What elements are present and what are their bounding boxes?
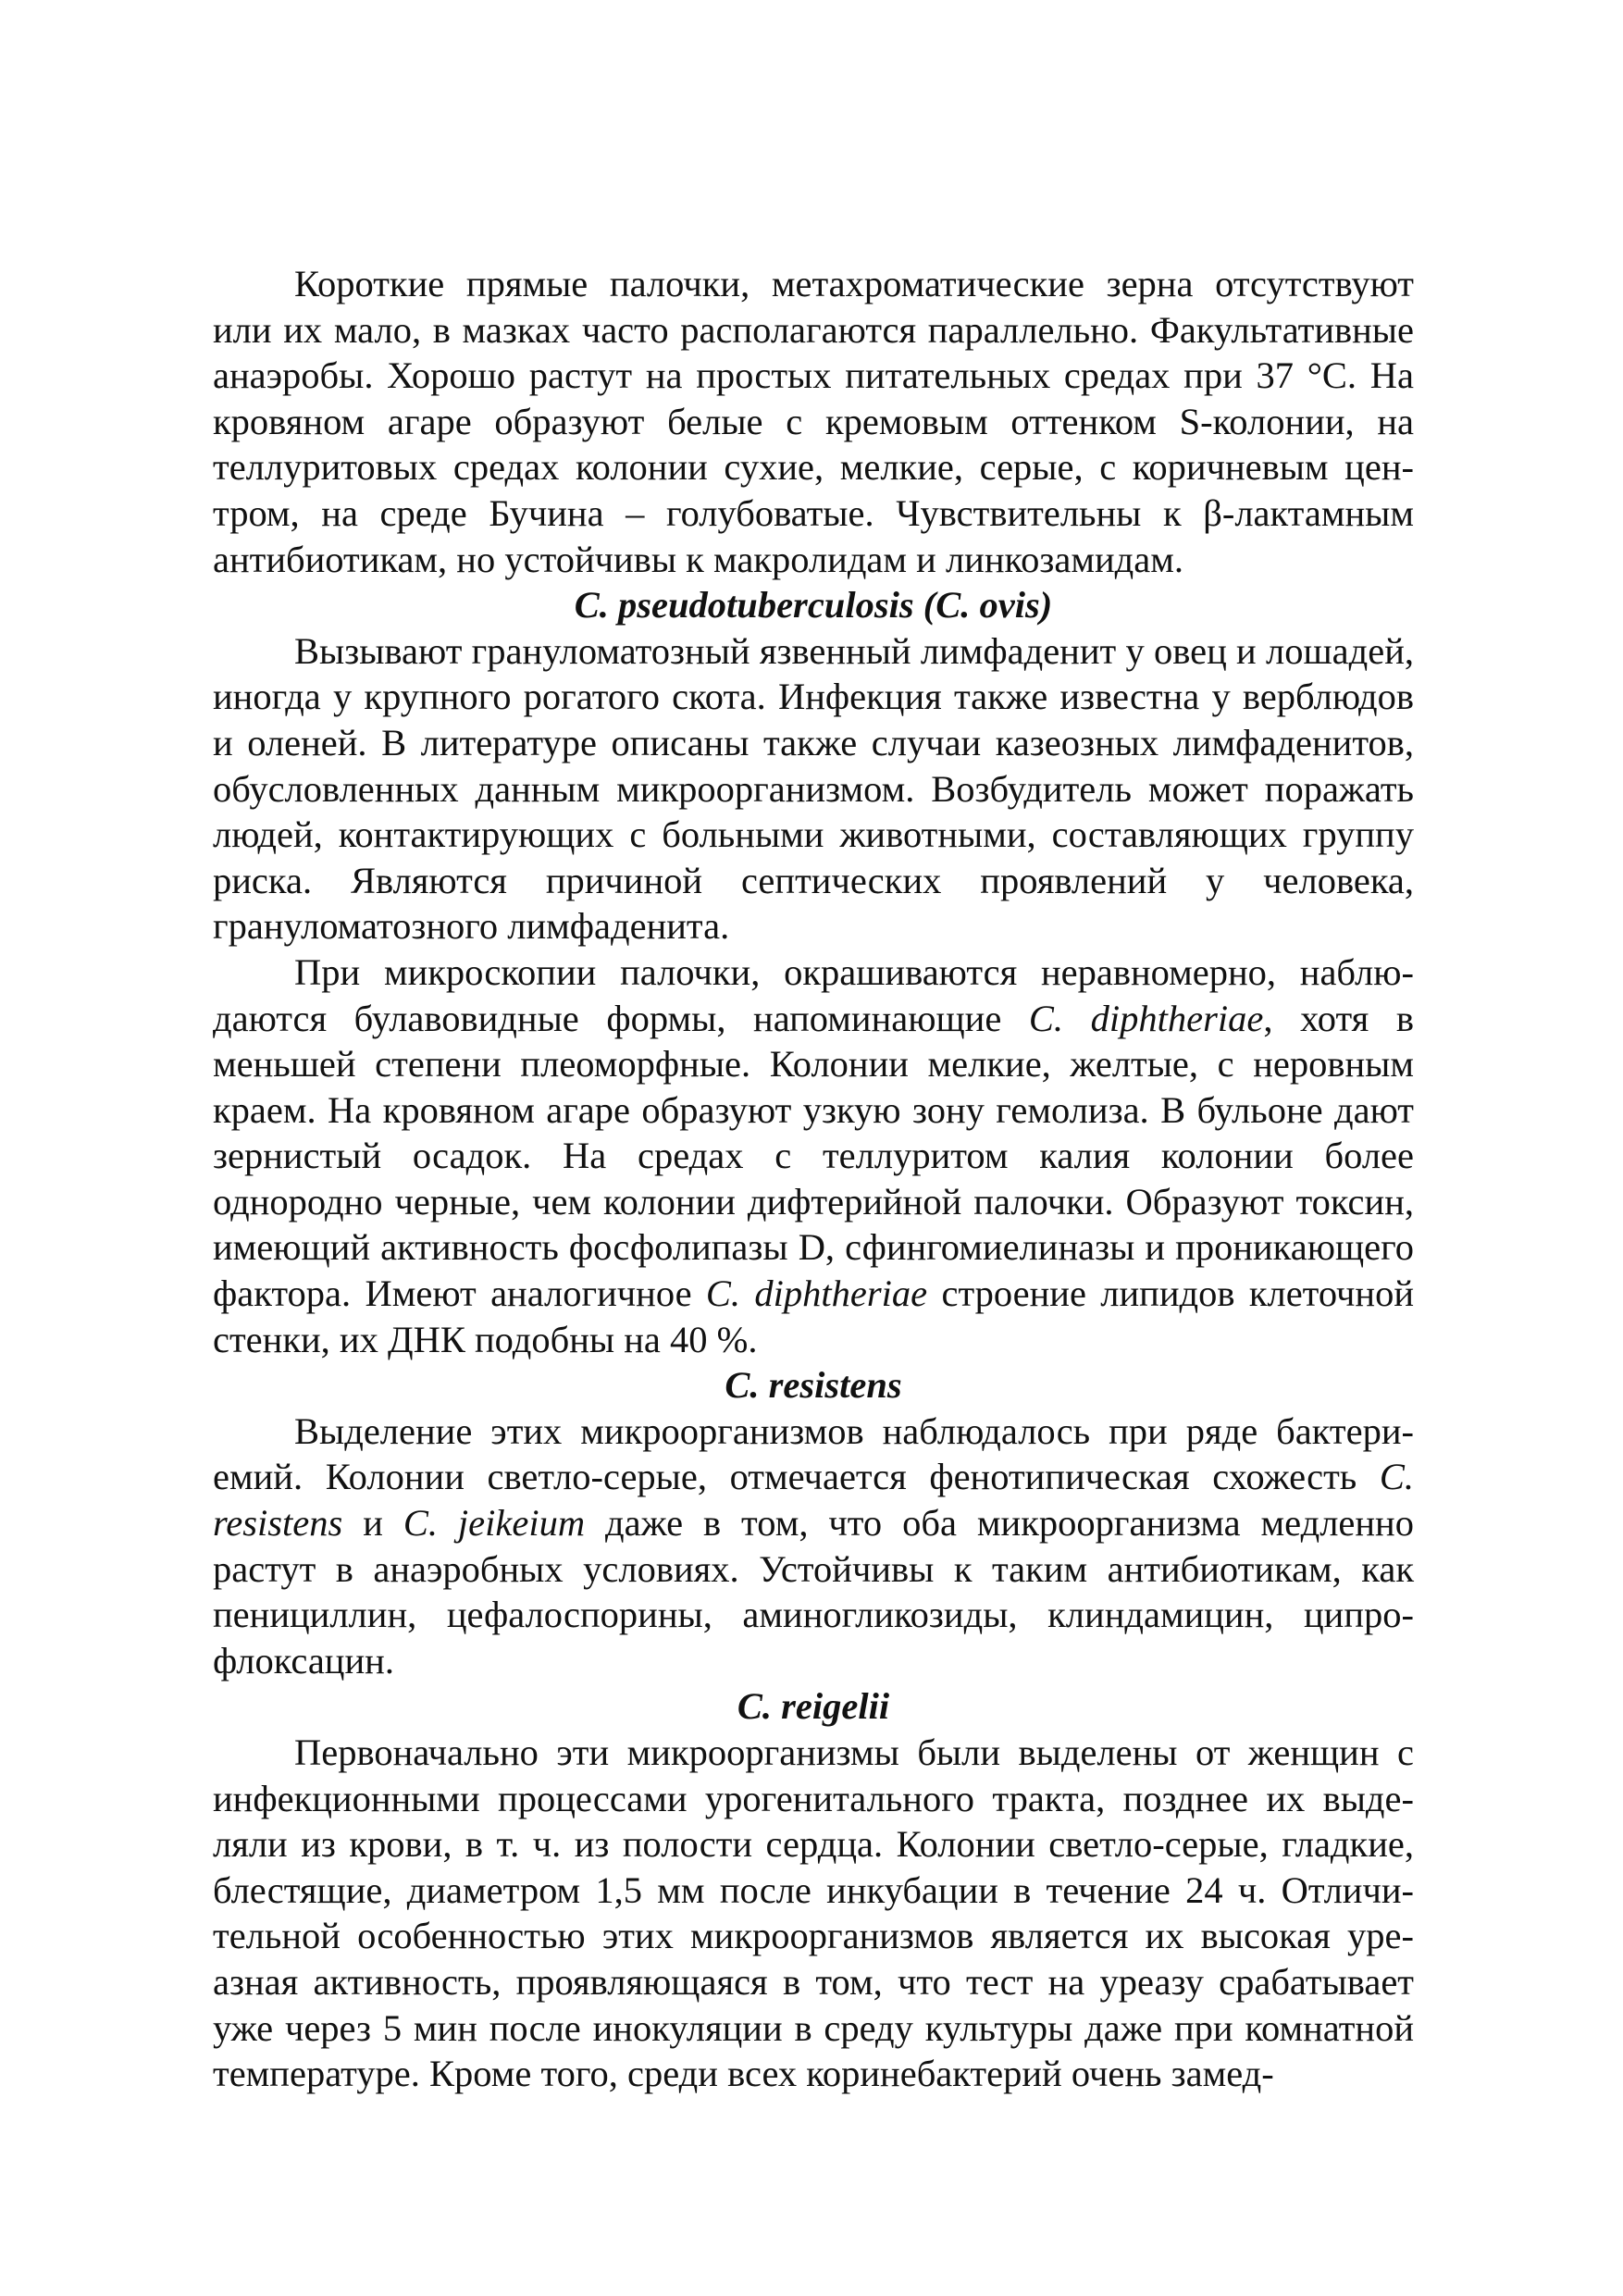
document-sections [213,582,1414,2097]
paragraph-text: и [342,1502,403,1545]
paragraph-text: При микроскопии палочки, окрашиваются неравномерно, наблюдаются булавовидные формы, напоминающие [213,950,1414,1039]
body-paragraph [213,628,1414,949]
body-paragraph [213,949,1414,1362]
section-heading: C. reigelii [737,1685,890,1728]
body-paragraph [213,1409,1414,1684]
species-name: C. diphtheriae [705,1272,928,1315]
paragraph-text: Вызывают грануломатозный язвенный лимфаденит у овец и лошадей, иногда у крупного рогатого скота. Инфекция также известна у верблюдов и оленей. В литературе описаны также случаи казеозных лимфаденитов, обусловленных данным микроорганизмом. Возбудитель может поражать людей, контактирующих с больными животными, составляющих группу риска. Являются причиной септических проявлений у человека, грануломатозного лимфаденита. [213,629,1414,948]
intro-paragraph: Короткие прямые палочки, метахроматические зерна отсутствуют или их мало, в мазках часто располагаются параллельно. Факультативные анаэробы. Хорошо растут на простых питательных средах при 37 °С. На кровяном агаре образуют белые с кремовым оттенком S-колонии, на теллуритовых средах колонии сухие, мелкие, серые, с коричневым центром, на среде Бучина – голубоватые. Чувствительны к β-лактамным антибиотикам, но устойчивы к макролидам и линкозамидам. [213,263,1414,580]
section-heading: C. resistens [725,1364,902,1407]
section-heading: C. pseudotuberculosis (C. ovis) [574,584,1053,627]
paragraph-text: Выделение этих микроорганизмов наблюдалось при ряде бактериемий. Колонии светло-серые, отмечается фенотипическая схожесть [213,1409,1414,1498]
body-paragraph [213,1730,1414,2097]
document-page [213,261,1414,2097]
paragraph-text: Первоначально эти микроорганизмы были выделены от женщин с инфекционными процессами урогенитального тракта, позднее их выделяли из крови, в т. ч. из полости сердца. Колонии светло-серые, гладкие, блестящие, диаметром 1,5 мм после инкубации в течение 24 ч. Отличительной особенностью этих микроорганизмов является их высокая уреазная активность, проявляющаяся в том, что тест на уреазу срабатывает уже через 5 мин после инокуляции в среду культуры даже при комнатной температуре. Кроме того, среди всех коринебактерий очень замед- [213,1731,1414,2095]
species-name: C. resistens [213,1456,1414,1545]
paragraph-text: , хотя в меньшей степени плеоморфные. Колонии мелкие, желтые, с неровным краем. На кровяном агаре образуют узкую зону гемолиза. В бульоне дают зернистый осадок. На средах с теллуритом калия колонии более однородно черные, чем колонии дифтерийной палочки. Образуют токсин, имеющий активность фосфолипазы D, сфингомиелиназы и проникающего фактора. Имеют аналогичное [213,997,1415,1315]
paragraph-text: строение липидов клеточной стенки, их ДНК подобны на 40 %. [213,1272,1415,1360]
species-name: C. jeikeium [403,1502,586,1545]
paragraph-text: даже в том, что оба микроорганизма медленно растут в анаэробных условиях. Устойчивы к таким антибиотикам, как пенициллин, цефалоспорины, аминогликозиды, клиндамицин, ципрофлоксацин. [213,1502,1414,1682]
species-name: C. diphtheriae [1028,997,1264,1039]
